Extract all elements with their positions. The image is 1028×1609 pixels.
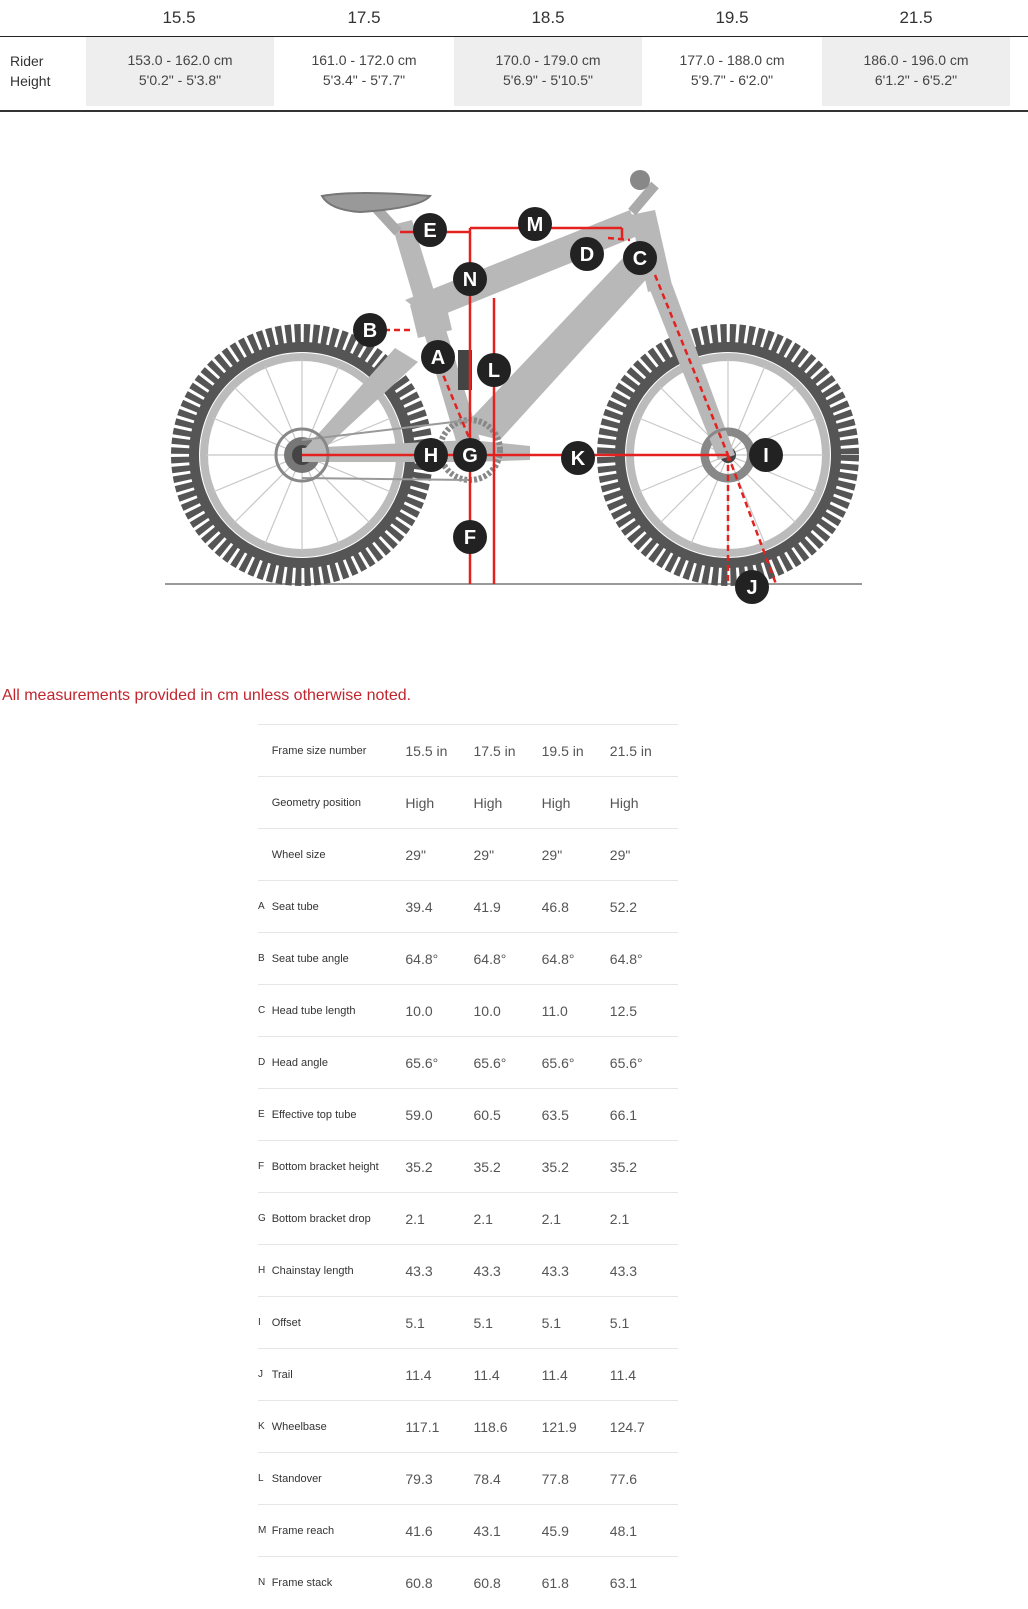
measurement-letter: E [258,1109,265,1120]
measurement-label: Offset [271,1316,301,1329]
size-label[interactable]: 21.5 [899,8,933,27]
measurement-letter [258,777,272,829]
measurement-letter: F [258,1161,265,1172]
measurement-label: Head angle [271,1056,328,1069]
size-label[interactable]: 19.5 [715,8,749,27]
svg-text:L: L [487,360,501,382]
geometry-row [258,1245,678,1297]
height-imperial: 5'0.2" - 5'3.8" [138,72,222,88]
svg-text:J: J [746,577,758,599]
marker-h [414,438,448,472]
measurement-value: 2.1 [473,1210,493,1227]
rider-height-cell [270,37,458,106]
marker-d [570,237,604,271]
measurement-letter: C [258,1005,266,1016]
height-imperial: 6'1.2" - 6'5.2" [874,72,958,88]
measurement-value: 35.2 [541,1158,569,1175]
measurement-value: 29" [609,846,631,863]
measurement-value: 39.4 [405,898,433,915]
marker-j [735,570,769,604]
measurement-value: 15.5 in [405,742,448,759]
geometry-row [258,1401,678,1453]
measurement-letter: J [258,1369,263,1380]
measurement-value: 63.5 [541,1106,569,1123]
measurement-value: 10.0 [405,1002,433,1019]
marker-k [561,441,595,475]
measurement-letter: D [258,1057,266,1068]
geometry-row [258,1349,678,1401]
measurement-value: 65.6° [541,1054,575,1071]
measurement-value: High [405,794,435,811]
measurement-letter: L [258,1473,264,1484]
measurement-label: Standover [271,1472,322,1485]
height-imperial: 5'3.4" - 5'7.7" [322,72,406,88]
measurement-value: 12.5 [609,1002,638,1019]
measurement-value: 60.8 [473,1574,501,1591]
measurement-letter [258,725,272,777]
height-cm: 186.0 - 196.0 cm [863,52,969,68]
measurement-value: 2.1 [609,1210,630,1227]
size-label[interactable]: 18.5 [531,8,565,27]
measurement-value: 64.8° [541,950,575,967]
marker-f [453,520,487,554]
measurement-value: 41.9 [473,898,501,915]
measurement-label: Head tube length [271,1004,356,1017]
rider-height-row [0,37,1028,112]
measurement-value: 65.6° [609,1054,643,1071]
measurement-value: 5.1 [405,1314,425,1331]
measurement-value: 64.8° [609,950,643,967]
measurement-label: Bottom bracket height [271,1160,379,1173]
measurement-value: 11.4 [609,1366,637,1383]
marker-m [518,207,552,241]
measurement-letter: B [258,953,265,964]
geometry-row [258,1297,678,1349]
rider-height-label [10,51,50,91]
measurement-value: 48.1 [609,1522,638,1539]
measurement-value: 60.8 [405,1574,433,1591]
svg-text:B: B [362,320,378,342]
measurement-value: 11.4 [405,1366,432,1383]
svg-text:N: N [462,269,478,291]
rider-label-line: Rider [10,53,44,69]
measurement-value: 63.1 [609,1574,638,1591]
svg-text:F: F [463,527,477,549]
geometry-row [258,1037,678,1089]
marker-e [413,213,447,247]
height-label-line: Height [10,73,51,89]
measurement-value: 5.1 [473,1314,493,1331]
measurement-value: 124.7 [609,1418,645,1435]
measurement-value: 117.1 [405,1418,440,1435]
measurement-value: 59.0 [405,1106,433,1123]
geometry-row [258,1453,678,1505]
measurement-label: Trail [271,1368,293,1381]
size-label[interactable]: 15.5 [162,8,196,27]
measurement-value: 29" [473,846,495,863]
measurement-label: Seat tube angle [271,952,349,965]
geometry-row [258,1193,678,1245]
measurement-label: Geometry position [271,796,361,809]
measurement-letter: K [258,1421,265,1432]
svg-text:D: D [579,244,595,266]
marker-b [353,313,387,347]
marker-l [477,353,511,387]
measurement-value: 79.3 [405,1470,433,1487]
measurement-value: 2.1 [541,1210,562,1227]
measurement-letter: H [258,1265,266,1276]
geometry-row [258,1557,678,1609]
measurement-value: High [609,794,639,811]
measurement-letter [258,829,272,881]
measurement-value: 65.6° [405,1054,439,1071]
handlebar-grip [630,170,650,190]
measurement-label: Frame size number [271,744,367,757]
marker-c [623,241,657,275]
measurement-value: 43.3 [541,1262,569,1279]
measurement-value: 21.5 in [609,742,652,759]
measurement-value: 41.6 [405,1522,433,1539]
marker-i [749,438,783,472]
measurement-value: 66.1 [609,1106,638,1123]
measurement-value: 43.3 [473,1262,501,1279]
measurement-value: 65.6° [473,1054,507,1071]
geometry-row [258,881,678,933]
measurement-value: 43.3 [609,1262,638,1279]
geometry-row [258,1141,678,1193]
size-label[interactable]: 17.5 [347,8,381,27]
rider-height-cell [822,37,1010,106]
measurement-value: 78.4 [473,1470,501,1487]
measurement-value: 35.2 [473,1158,501,1175]
measurement-value: 19.5 in [541,742,584,759]
measurement-value: 11.0 [541,1002,568,1019]
measurement-value: 35.2 [609,1158,638,1175]
measurement-letter: I [258,1317,261,1328]
measurement-label: Wheelbase [271,1420,327,1433]
measurement-value: 2.1 [405,1210,425,1227]
measurement-label: Bottom bracket drop [271,1212,371,1225]
height-cm: 170.0 - 179.0 cm [495,52,601,68]
measurement-value: 52.2 [609,898,638,915]
saddle [322,193,430,212]
geometry-row [258,1505,678,1557]
measurement-value: 77.8 [541,1470,569,1487]
measurement-value: 11.4 [541,1366,568,1383]
geometry-row [258,777,678,829]
measurement-label: Effective top tube [271,1108,357,1121]
height-cm: 153.0 - 162.0 cm [127,52,233,68]
measurement-value: 46.8 [541,898,569,915]
measurement-letter: A [258,901,265,912]
measurement-value: 43.1 [473,1522,501,1539]
measurement-letter: M [258,1525,267,1536]
measurement-label: Frame stack [271,1576,333,1589]
svg-text:M: M [526,214,544,236]
measurement-value: 43.3 [405,1262,433,1279]
size-header [0,0,1028,37]
bike-geometry-diagram [150,150,870,620]
measurement-value: 29" [405,846,426,863]
geometry-row [258,985,678,1037]
svg-text:K: K [570,448,586,470]
marker-a [421,340,455,374]
measurement-value: 35.2 [405,1158,433,1175]
measurement-value: 11.4 [473,1366,500,1383]
measurement-value: 17.5 in [473,742,516,759]
measurement-value: 5.1 [609,1314,630,1331]
measurement-value: 45.9 [541,1522,569,1539]
measurement-label: Wheel size [271,848,326,861]
height-imperial: 5'6.9" - 5'10.5" [502,72,593,88]
measurement-value: 5.1 [541,1314,562,1331]
measurement-letter: G [258,1213,266,1224]
height-cm: 161.0 - 172.0 cm [311,52,417,68]
geometry-row [258,933,678,985]
svg-text:A: A [430,347,446,369]
height-cm: 177.0 - 188.0 cm [679,52,785,68]
geometry-row [258,725,678,777]
geometry-table-body [258,725,678,1609]
measurement-value: 77.6 [609,1470,638,1487]
measurement-label: Chainstay length [271,1264,354,1277]
geometry-table [258,724,678,1609]
measurement-value: High [541,794,571,811]
svg-text:C: C [632,248,648,270]
measurement-value: 61.8 [541,1574,569,1591]
measurement-label: Seat tube [271,900,319,913]
measurement-label: Frame reach [271,1524,335,1537]
height-imperial: 5'9.7" - 6'2.0" [690,72,774,88]
svg-text:I: I [763,445,769,467]
geometry-row [258,829,678,881]
rider-height-cell [86,37,274,106]
svg-text:G: G [462,445,478,467]
measurement-value: 64.8° [473,950,507,967]
measurement-value: 64.8° [405,950,439,967]
measurement-letter: N [258,1577,266,1589]
rider-height-cell [454,37,642,106]
measurement-value: 10.0 [473,1002,501,1019]
measurement-note: All measurements provided in cm unless otherwise noted. [2,687,412,704]
measurement-value: High [473,794,503,811]
marker-n [453,262,487,296]
svg-text:H: H [423,445,439,467]
svg-text:E: E [423,220,437,242]
measurement-value: 29" [541,846,563,863]
measurement-value: 60.5 [473,1106,501,1123]
rider-height-cell [638,37,826,106]
geometry-row [258,1089,678,1141]
measurement-value: 121.9 [541,1418,577,1435]
marker-g [453,438,487,472]
measurement-value: 118.6 [473,1418,508,1435]
